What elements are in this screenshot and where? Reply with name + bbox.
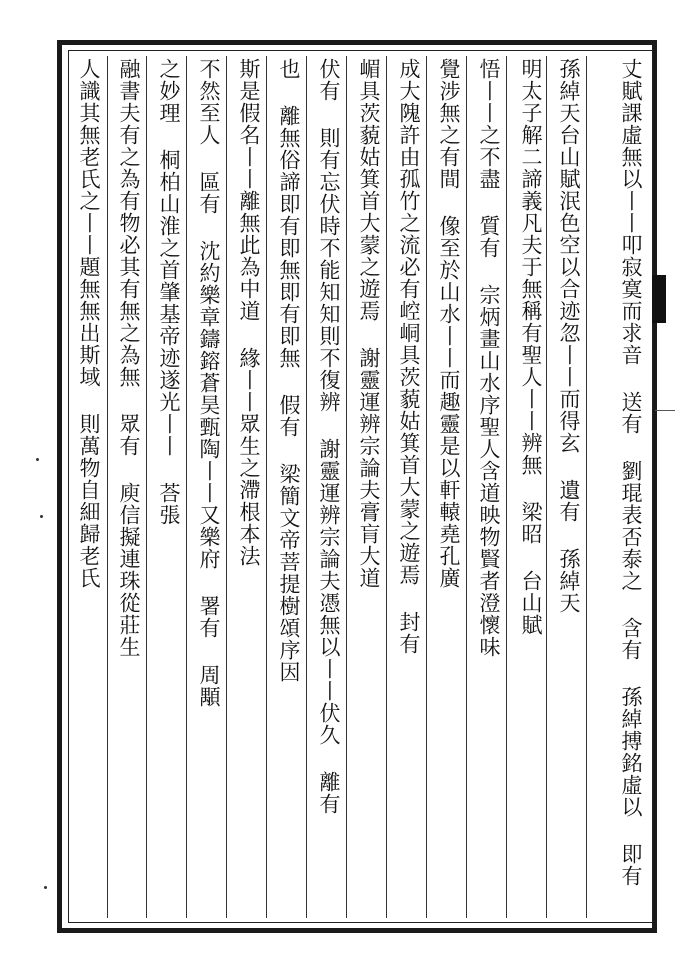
text-column-2: 孫綽天台山賦泯色空以合迹忽丨丨而得玄 遺有 孫綽天 [557,58,581,614]
paper-speck [40,515,43,518]
paper-speck [44,886,47,889]
text-column-10: 斯是假名丨丨離無此為中道 緣丨丨眾生之滯根本法 [237,58,261,567]
text-column-14: 人識其無老氏之丨丨題無無出斯域 則萬物自細歸老氏 [77,58,101,589]
text-column-7: 嵋具茨藐姑箕首大蒙之遊焉 謝靈運辨宗論夫膏肓大道 [357,58,381,589]
text-column-4: 悟丨丨之不盡 質有 宗炳畫山水序聖人含道映物賢者澄懷味 [477,58,501,658]
text-column-6: 成大隗許由孤竹之流必有崆峒具茨藐姑箕首大蒙之遊焉 封有 [397,58,421,655]
text-column-11: 不然至人 區有 沈約樂章鑄鎔蒼昊甄陶丨丨又樂府 署有 周顒 [197,58,221,708]
text-column-13: 融書夫有之為有物必其有無之為無 眾有 庾信擬連珠從莊生 [117,58,141,658]
fore-edge-tab [652,275,666,323]
text-column-12: 之妙理 桐柏山淮之首肇基帝迹遂光丨丨 荅張 [157,58,181,526]
text-column-9: 也 離無俗諦即有即無即有即無 假有 梁簡文帝菩提樹頌序因 [277,58,301,683]
text-column-8: 伏有 則有忘伏時不能知知則不復辨 謝靈運辨宗論夫憑無以丨丨伏久 離有 [317,58,341,815]
fore-edge-line [655,410,675,412]
paper-speck [36,458,39,461]
text-column-3: 明太子解二諦義凡夫于無稱有聖人丨丨辨無 梁昭 台山賦 [519,58,543,636]
text-column-1: 丈賦課虛無以丨丨叩寂寞而求音 送有 劉琨表否泰之 含有 孫綽搏銘虛以 即有 [619,58,643,887]
text-column-5: 覺涉無之有間 像至於山水丨丨而趣靈是以軒轅堯孔廣 [437,58,461,589]
